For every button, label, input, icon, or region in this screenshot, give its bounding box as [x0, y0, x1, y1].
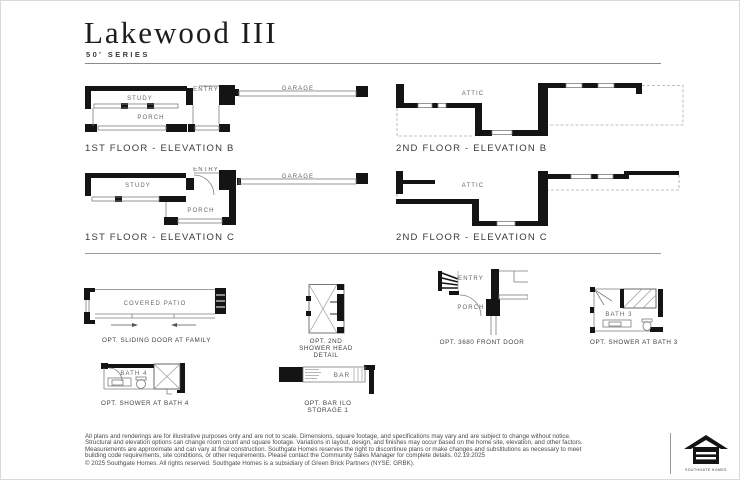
- room-label-bath4: BATH 4: [120, 371, 148, 377]
- footer-divider: [670, 433, 671, 474]
- opt-bath4-drawing: [101, 363, 187, 396]
- room-label-study: STUDY: [127, 96, 153, 102]
- opt-caption-sliding-door: OPT. SLIDING DOOR AT FAMILY: [102, 337, 211, 344]
- opt-shower-head-drawing: [306, 284, 346, 334]
- copyright-line: © 2025 Southgate Homes. All rights reserved. Southgate Homes is a subsidiary of Green Brick Partners (NYSE: GRBK).: [85, 460, 415, 467]
- opt-3680-front-door: [436, 269, 528, 346]
- room-label-study: STUDY: [125, 183, 151, 189]
- plan-1st-floor-elevation-b: [85, 83, 368, 154]
- disclaimer: [85, 434, 685, 460]
- opt-caption-shower-head: OPT. 2ND SHOWER HEAD DETAIL: [299, 338, 353, 359]
- southgate-homes-logo: [684, 432, 728, 479]
- plan-caption-2c: 2ND FLOOR - ELEVATION C: [396, 232, 548, 243]
- opt-shower-at-bath-3: [590, 287, 678, 346]
- floor-plan-drawing-2c: [396, 171, 684, 229]
- opt-caption-front-door: OPT. 3680 FRONT DOOR: [439, 339, 525, 346]
- section-divider: [85, 253, 661, 254]
- plan-1st-floor-elevation-c: [85, 167, 368, 243]
- room-label-garage: GARAGE: [281, 86, 315, 92]
- plan-caption-1c: 1ST FLOOR - ELEVATION C: [85, 232, 236, 243]
- room-label-bath3: BATH 3: [605, 312, 633, 318]
- room-label-bar: BAR: [333, 372, 351, 379]
- opt-caption-bar: OPT. BAR ILO STORAGE 1: [304, 400, 352, 414]
- room-label-entry: ENTRY: [458, 276, 484, 282]
- title-divider: [85, 63, 661, 64]
- room-label-porch: PORCH: [457, 305, 485, 311]
- floor-plan-drawing-2b: [396, 83, 684, 140]
- opt-sliding-door-drawing: [84, 286, 229, 333]
- opt-bath3-drawing: [590, 287, 668, 335]
- house-icon: [684, 432, 728, 474]
- opt-caption-bath3: OPT. SHOWER AT BATH 3: [590, 339, 678, 346]
- room-label-entry: ENTRY: [193, 167, 219, 173]
- room-label-entry: ENTRY: [193, 87, 219, 93]
- disclaimer-line: All plans and renderings are for illustrative purposes only and are not to scale. Dimensions, square footage, and specifications may vary and are subject to change without notice.: [85, 433, 571, 440]
- opt-2nd-shower-head-detail: [281, 284, 371, 359]
- floor-plan-drawing-1c: [85, 167, 368, 229]
- series-subtitle: 50' SERIES: [86, 50, 150, 59]
- opt-shower-at-bath-4: [101, 363, 187, 407]
- room-label-attic: ATTIC: [461, 183, 485, 189]
- plan-caption-1b: 1ST FLOOR - ELEVATION B: [85, 143, 235, 154]
- disclaimer-line: Structural and elevation options can change room count and square footage. Variations in layout, design, and finishes may occur based on the home site, elevation, and other factors.: [85, 439, 583, 447]
- plan-2nd-floor-elevation-c: [396, 171, 684, 243]
- disclaimer-line: building code requirements, site conditions, or other requirements. Please contact the Community Sales Manager for complete details. 02.19.2025: [85, 452, 486, 460]
- opt-caption-bath4: OPT. SHOWER AT BATH 4: [101, 400, 189, 407]
- opt-bar-drawing: [279, 365, 377, 396]
- room-label-porch: PORCH: [187, 208, 215, 214]
- opt-front-door-drawing: [436, 269, 528, 335]
- page-title: Lakewood III: [84, 15, 278, 50]
- opt-sliding-door-at-family: [84, 286, 229, 344]
- room-label-garage: GARAGE: [281, 174, 315, 180]
- plan-2nd-floor-elevation-b: [396, 83, 684, 154]
- logo-text: SOUTHGATE HOMES: [685, 468, 727, 472]
- room-label-attic: ATTIC: [461, 91, 485, 97]
- room-label-porch: PORCH: [137, 115, 165, 121]
- disclaimer-line: Measurements are approximate and can vary at final construction. Southgate Homes reserves the right to discontinue plans or make changes and substitutions as necessary to meet: [85, 445, 582, 453]
- plan-caption-2b: 2ND FLOOR - ELEVATION B: [396, 143, 548, 154]
- opt-bar-ilo-storage-1: [279, 365, 377, 414]
- room-label-covered-patio: COVERED PATIO: [123, 301, 187, 307]
- floor-plan-drawing-1b: [85, 83, 368, 140]
